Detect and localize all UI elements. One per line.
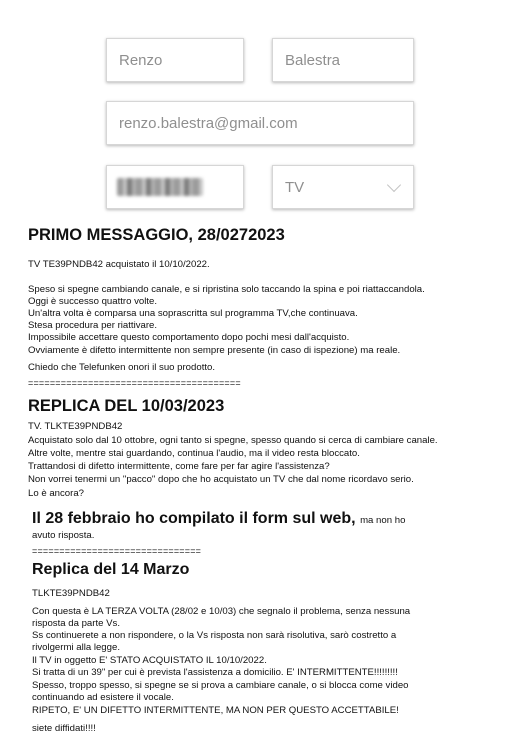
product-select[interactable] [272,165,414,209]
first-name-field[interactable] [106,38,244,82]
redacted-phone-value [117,178,203,196]
msg4-line-4: rivolgermi alla legge. [32,642,120,653]
msg2-line-5: Lo è ancora? [28,488,85,499]
msg4-model: TLKTE39PNDB42 [32,588,110,599]
email-value: renzo.balestra@gmail.com [119,114,298,132]
msg3-title-row [32,510,405,528]
msg1-line-1: Speso si spegne cambiando canale, e si ripristina solo taccando la spina e poi riattaccandola. [28,284,425,295]
chevron-down-icon [387,177,401,191]
msg4-line-8: continuando ad esistere il vocale. [32,692,174,703]
msg1-line-5: Impossibile accettare questo comportamento dopo pochi mesi dall'acquisto. [28,332,350,343]
msg3-line-1: avuto risposta. [32,530,95,541]
product-select-value: TV [285,178,305,196]
msg1-line-6: Ovviamente è difetto intermittente non sempre presente (in caso di ispezione) ma reale. [28,345,401,356]
msg1-model: TV TE39PNDB42 acquistato il 10/10/2022. [28,259,210,270]
msg4-title: Replica del 14 Marzo [32,561,190,578]
msg1-line-3: Un'altra volta è comparsa una soprascritta sul programma TV,che continuava. [28,308,358,319]
msg4-line-10: siete diffidati!!!! [32,723,96,734]
msg1-line-4: Stesa procedura per riattivare. [28,320,158,331]
last-name-field[interactable] [272,38,414,82]
msg2-line-1: Acquistato solo dal 10 ottobre, ogni tanto si spegne, spesso quando si cerca di cambiare canale. [28,435,438,446]
msg4-line-6: Si tratta di un 39" per cui è prevista l'assistenza a domicilio. E' INTERMITTENTE!!!!!!!!! [32,667,398,678]
msg3-separator: =============================== [32,546,202,556]
msg2-model: TV. TLKTE39PNDB42 [28,421,123,432]
first-name-value: Renzo [119,51,163,69]
msg4-line-3: Ss continuerete a non rispondere, o la Vs risposta non sarà risolutiva, sarò costretto a [32,630,397,641]
msg4-line-2: risposta da parte Vs. [32,618,120,629]
msg4-line-7: Spesso, troppo spesso, si spegne se si prova a cambiare canale, o si blocca come video [32,680,409,691]
msg2-line-2: Altre volte, mentre stai guardando, continua l'audio, ma il video resta bloccato. [28,448,360,459]
msg4-line-9: RIPETO, E' UN DIFETTO INTERMITTENTE, MA NON PER QUESTO ACCETTABILE! [32,705,399,716]
msg1-line-7: Chiedo che Telefunken onori il suo prodotto. [28,362,216,373]
msg2-line-3: Trattandosi di difetto intermittente, come fare per far agire l'assistenza? [28,461,330,472]
email-field[interactable] [106,101,414,145]
msg1-line-2: Oggi è successo quattro volte. [28,296,158,307]
msg1-title: PRIMO MESSAGGIO, 28/0272023 [28,226,285,244]
msg3-title-tail: ma non ho [360,515,406,526]
msg1-separator: ======================================= [28,378,241,388]
msg4-line-1: Con questa è LA TERZA VOLTA (28/02 e 10/03) che segnalo il problema, senza nessuna [32,606,411,617]
msg2-title: REPLICA DEL 10/03/2023 [28,397,225,415]
msg2-line-4: Non vorrei tenermi un "pacco" dopo che ho acquistato un TV che dal nome ricordavo serio. [28,474,414,485]
msg3-title: Il 28 febbraio ho compilato il form sul web, [32,510,356,527]
last-name-value: Balestra [285,51,341,69]
phone-field[interactable] [106,165,244,209]
msg4-line-5: Il TV in oggetto E' STATO ACQUISTATO IL 10/10/2022. [32,655,267,666]
